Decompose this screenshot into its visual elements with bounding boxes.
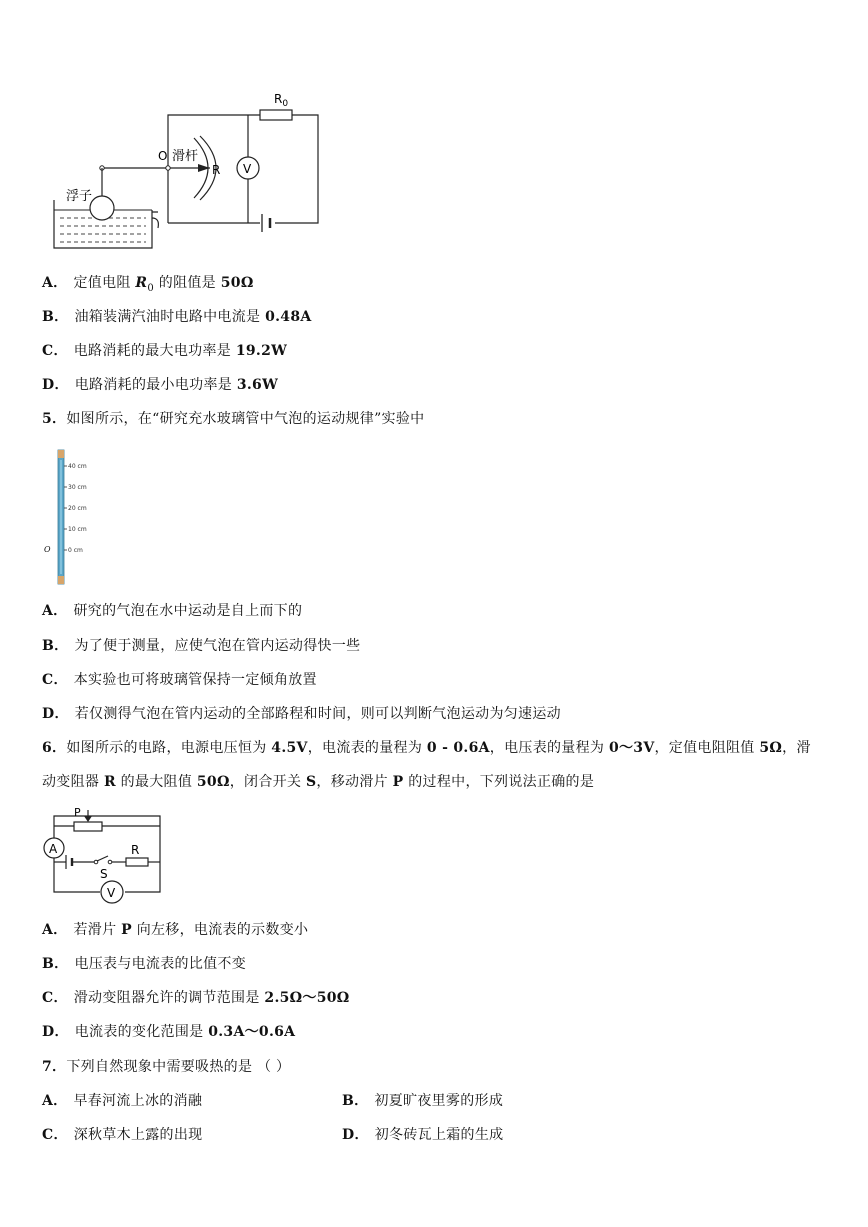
q5-option-a: A． 研究的气泡在水中运动是自上而下的	[42, 603, 303, 619]
q6-option-b: B． 电压表与电流表的比值不变	[42, 956, 247, 972]
voltmeter-label-2: V	[107, 886, 116, 900]
q7-option-b: B． 初夏旷夜里雾的形成	[342, 1093, 504, 1109]
tube-tick-40: 40 cm	[68, 463, 87, 470]
tube-tick-10: 10 cm	[68, 526, 87, 533]
q6-option-a: A． 若滑片 P 向左移，电流表的示数变小	[42, 922, 309, 938]
q5-stem: 5．如图所示，在“研究充水玻璃管中气泡的运动规律”实验中	[42, 411, 425, 427]
q5-option-c: C． 本实验也可将玻璃管保持一定倾角放置	[42, 672, 317, 688]
voltmeter-label: V	[243, 162, 252, 176]
q7-stem: 7．下列自然现象中需要吸热的是 （ ）	[42, 1059, 291, 1075]
tube-origin-label: O	[44, 545, 51, 554]
rheostat-symbol	[74, 822, 102, 831]
q4-option-a: A． 定值电阻 $R_0$ 的阻值是 50Ω	[42, 275, 254, 294]
float-label: 浮子	[66, 189, 93, 204]
q7-option-d: D． 初冬砖瓦上霜的生成	[342, 1127, 504, 1143]
q4-option-c: C． 电路消耗的最大电功率是 19.2W	[42, 343, 288, 359]
r0-label: $R_0$	[274, 92, 289, 109]
tube-tick-0: 0 cm	[68, 547, 83, 554]
q6-stem-line2: 动变阻器 R 的最大阻值 50Ω，闭合开关 S，移动滑片 P 的过程中，下列说法正确的是	[42, 774, 595, 790]
q4-option-d: D． 电路消耗的最小电功率是 3.6W	[42, 377, 279, 393]
switch-s-label: S	[100, 867, 108, 881]
r0-resistor	[260, 110, 292, 120]
q5-option-b: B． 为了便于测量，应使气泡在管内运动得快一些	[42, 638, 361, 654]
slider-p-label: P	[74, 806, 81, 819]
resistor-r-symbol	[126, 858, 148, 866]
q6-option-c: C． 滑动变阻器允许的调节范围是 2.5Ω～50Ω	[42, 990, 350, 1006]
glass-tube-figure	[56, 446, 106, 588]
r-label: R	[212, 163, 221, 177]
q5-option-d: D． 若仅测得气泡在管内运动的全部路程和时间，则可以判断气泡运动为匀速运动	[42, 706, 561, 722]
q7-option-c: C． 深秋草木上露的出现	[42, 1127, 203, 1143]
tube-tick-20: 20 cm	[68, 505, 87, 512]
float-circuit-figure	[50, 88, 340, 258]
float-symbol	[90, 196, 114, 220]
q7-option-a: A． 早春河流上冰的消融	[42, 1093, 203, 1109]
tube-tick-30: 30 cm	[68, 484, 87, 491]
rheostat-circuit-figure	[40, 806, 170, 908]
ammeter-label: A	[49, 842, 58, 856]
q6-option-d: D． 电流表的变化范围是 0.3A～0.6A	[42, 1024, 296, 1040]
rod-label: 滑杆	[172, 149, 199, 164]
resistor-r-label: R	[131, 843, 140, 857]
q6-stem-line1: 6．如图所示的电路，电源电压恒为 4.5V，电流表的量程为 0 - 0.6A，电压表的量程为 0～3V，定值电阻阻值 5Ω，滑	[42, 740, 811, 756]
pivot-label: O	[158, 149, 168, 163]
q4-option-b: B． 油箱装满汽油时电路中电流是 0.48A	[42, 309, 312, 325]
